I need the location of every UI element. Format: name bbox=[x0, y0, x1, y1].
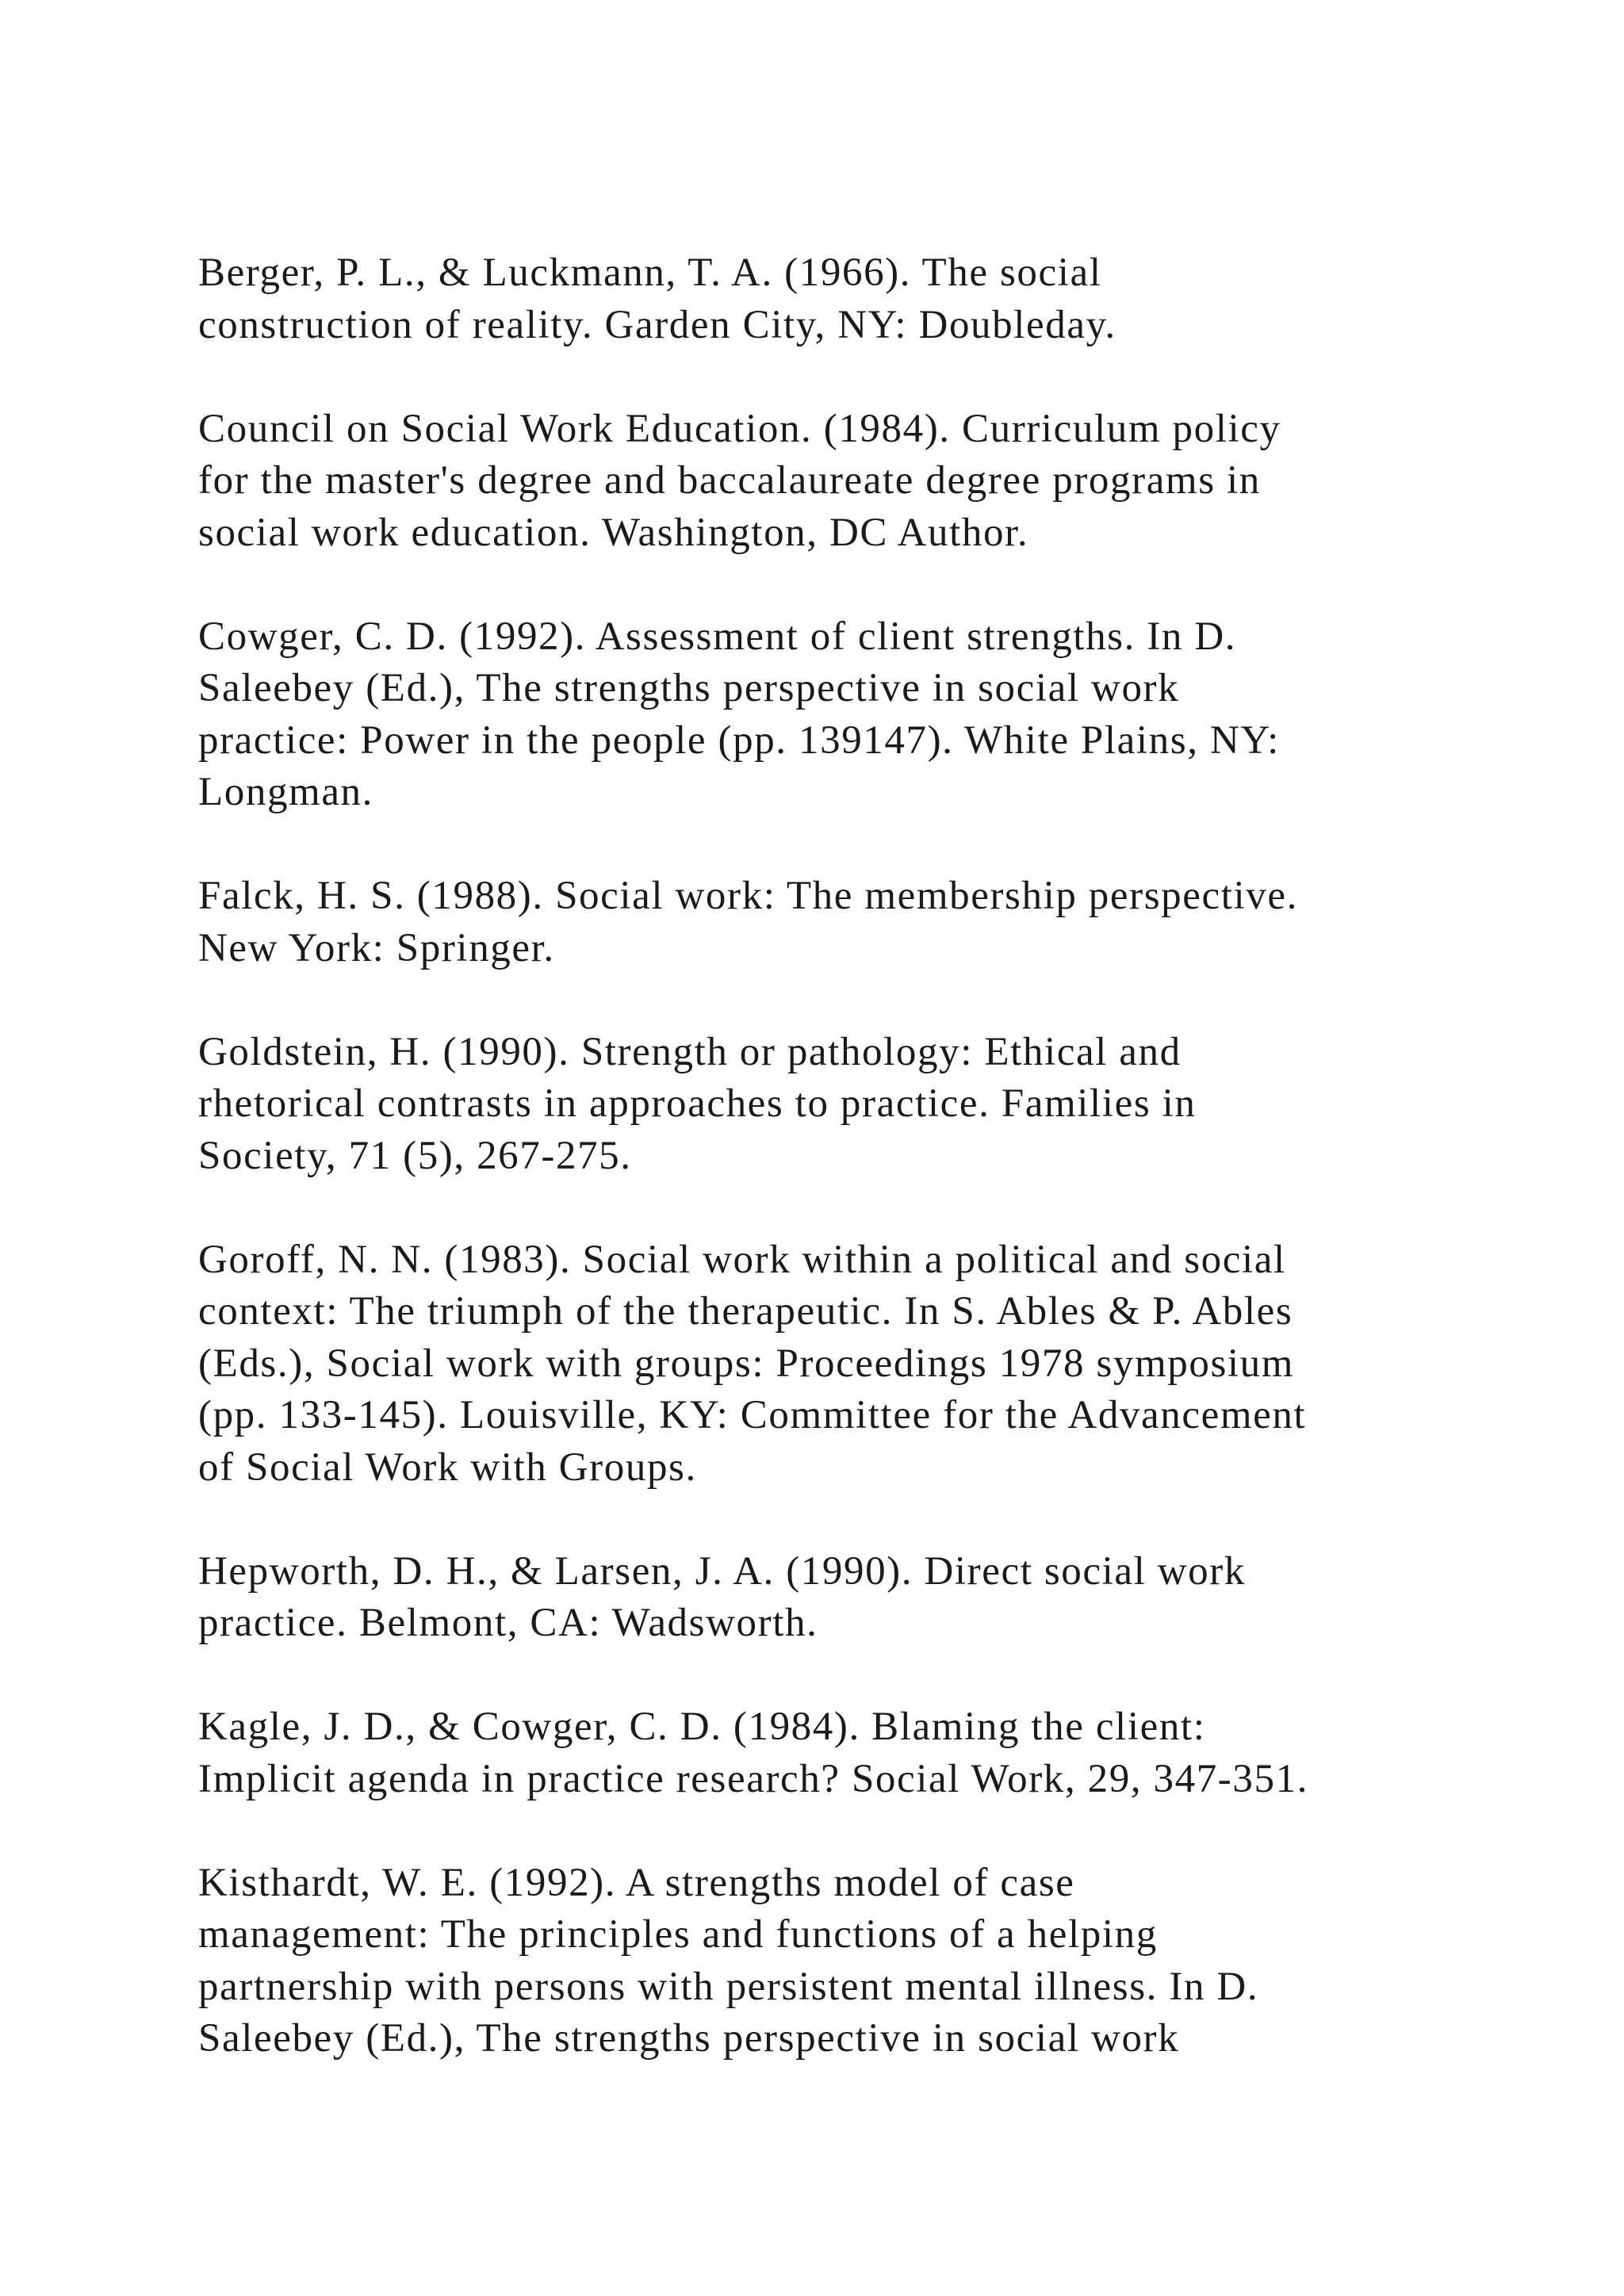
reference-entry bbox=[198, 247, 1546, 351]
reference-entry bbox=[198, 871, 1546, 974]
reference-entry bbox=[198, 1027, 1546, 1183]
reference-line: Berger, P. L., & Luckmann, T. A. (1966). The social bbox=[198, 251, 1102, 295]
reference-entry bbox=[198, 1546, 1546, 1650]
reference-entry bbox=[198, 1701, 1546, 1805]
reference-line: management: The principles and functions of a helping bbox=[198, 1912, 1158, 1957]
reference-line: (Eds.), Social work with groups: Proceedings 1978 symposium bbox=[198, 1341, 1295, 1386]
reference-line: practice: Power in the people (pp. 139147). White Plains, NY: bbox=[198, 718, 1280, 763]
reference-entry bbox=[198, 404, 1546, 560]
reference-line: Longman. bbox=[198, 770, 374, 814]
reference-list bbox=[198, 247, 1546, 2117]
reference-line: of Social Work with Groups. bbox=[198, 1445, 697, 1490]
reference-line: for the master's degree and baccalaureate degree programs in bbox=[198, 458, 1261, 503]
reference-line: Implicit agenda in practice research? Social Work, 29, 347-351. bbox=[198, 1756, 1309, 1801]
reference-line: Saleebey (Ed.), The strengths perspective in social work bbox=[198, 666, 1180, 710]
reference-line: Kisthardt, W. E. (1992). A strengths model of case bbox=[198, 1860, 1075, 1905]
reference-entry bbox=[198, 1858, 1546, 2065]
reference-line: (pp. 133-145). Louisville, KY: Committee for the Advancement bbox=[198, 1393, 1307, 1437]
reference-line: rhetorical contrasts in approaches to practice. Families in bbox=[198, 1081, 1197, 1126]
reference-line: Society, 71 (5), 267-275. bbox=[198, 1133, 632, 1178]
reference-line: construction of reality. Garden City, NY: Doubleday. bbox=[198, 302, 1116, 347]
reference-line: Goroff, N. N. (1983). Social work within a political and social bbox=[198, 1237, 1286, 1282]
reference-line: Falck, H. S. (1988). Social work: The membership perspective. bbox=[198, 874, 1298, 918]
reference-line: Council on Social Work Education. (1984). Curriculum policy bbox=[198, 406, 1281, 451]
reference-line: Kagle, J. D., & Cowger, C. D. (1984). Blaming the client: bbox=[198, 1705, 1206, 1749]
reference-line: Cowger, C. D. (1992). Assessment of client strengths. In D. bbox=[198, 614, 1237, 659]
reference-line: Goldstein, H. (1990). Strength or pathology: Ethical and bbox=[198, 1029, 1182, 1074]
reference-entry bbox=[198, 1234, 1546, 1494]
reference-line: context: The triumph of the therapeutic. In S. Ables & P. Ables bbox=[198, 1289, 1293, 1334]
reference-entry bbox=[198, 611, 1546, 819]
reference-line: social work education. Washington, DC Author. bbox=[198, 510, 1029, 555]
reference-line: Saleebey (Ed.), The strengths perspective in social work bbox=[198, 2016, 1180, 2061]
reference-line: practice. Belmont, CA: Wadsworth. bbox=[198, 1601, 818, 1645]
reference-line: partnership with persons with persistent mental illness. In D. bbox=[198, 1964, 1259, 2009]
reference-line: New York: Springer. bbox=[198, 925, 555, 970]
reference-line: Hepworth, D. H., & Larsen, J. A. (1990). Direct social work bbox=[198, 1548, 1246, 1594]
